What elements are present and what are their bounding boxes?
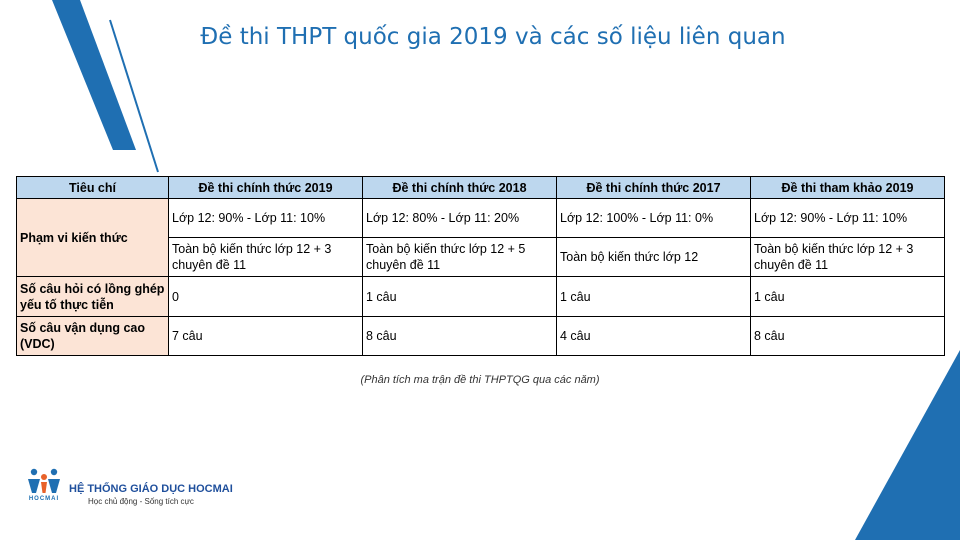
table-cell: 8 câu [363, 317, 557, 356]
table-cell: 1 câu [751, 277, 945, 317]
table-cell: Toàn bộ kiến thức lớp 12 + 3 chuyên đề 11 [751, 238, 945, 277]
table-cell: Lớp 12: 90% - Lớp 11: 10% [169, 199, 363, 238]
table-caption: (Phân tích ma trận đề thi THPTQG qua các năm) [360, 374, 600, 386]
table-cell: Toàn bộ kiến thức lớp 12 + 5 chuyên đề 11 [363, 238, 557, 277]
logo-wordmark: HOCMAI [28, 496, 60, 502]
slide-title: Đề thi THPT quốc gia 2019 và các số liệu liên quan [200, 24, 786, 50]
table-cell: Toàn bộ kiến thức lớp 12 [557, 238, 751, 277]
table-cell: 4 câu [557, 317, 751, 356]
table-cell: Lớp 12: 90% - Lớp 11: 10% [751, 199, 945, 238]
brand-slogan: Học chủ động - Sống tích cực [88, 497, 194, 506]
table-header-row [17, 177, 945, 199]
table-row [17, 317, 945, 356]
table-row [17, 277, 945, 317]
criterion-practical-questions: Số câu hỏi có lồng ghép yếu tố thực tiễn [17, 277, 169, 317]
hocmai-logo [24, 467, 264, 507]
table-cell: 8 câu [751, 317, 945, 356]
table-cell: Lớp 12: 100% - Lớp 11: 0% [557, 199, 751, 238]
header-official-2017: Đề thi chính thức 2017 [557, 177, 751, 199]
table-cell: 1 câu [557, 277, 751, 317]
header-official-2018: Đề thi chính thức 2018 [363, 177, 557, 199]
table-cell: 7 câu [169, 317, 363, 356]
exam-matrix-table [16, 176, 945, 356]
header-criterion: Tiêu chí [17, 177, 169, 199]
table-cell: 1 câu [363, 277, 557, 317]
criterion-knowledge-scope: Phạm vi kiến thức [17, 199, 169, 277]
table-cell: 0 [169, 277, 363, 317]
top-left-blue-stripe [52, 0, 136, 150]
header-official-2019: Đề thi chính thức 2019 [169, 177, 363, 199]
header-reference-2019: Đề thi tham khảo 2019 [751, 177, 945, 199]
table-cell: Lớp 12: 80% - Lớp 11: 20% [363, 199, 557, 238]
criterion-advanced-questions: Số câu vận dụng cao (VDC) [17, 317, 169, 356]
table-cell: Toàn bộ kiến thức lớp 12 + 3 chuyên đề 11 [169, 238, 363, 277]
table-row [17, 199, 945, 238]
brand-name: HỆ THỐNG GIÁO DỤC HOCMAI [69, 483, 233, 495]
